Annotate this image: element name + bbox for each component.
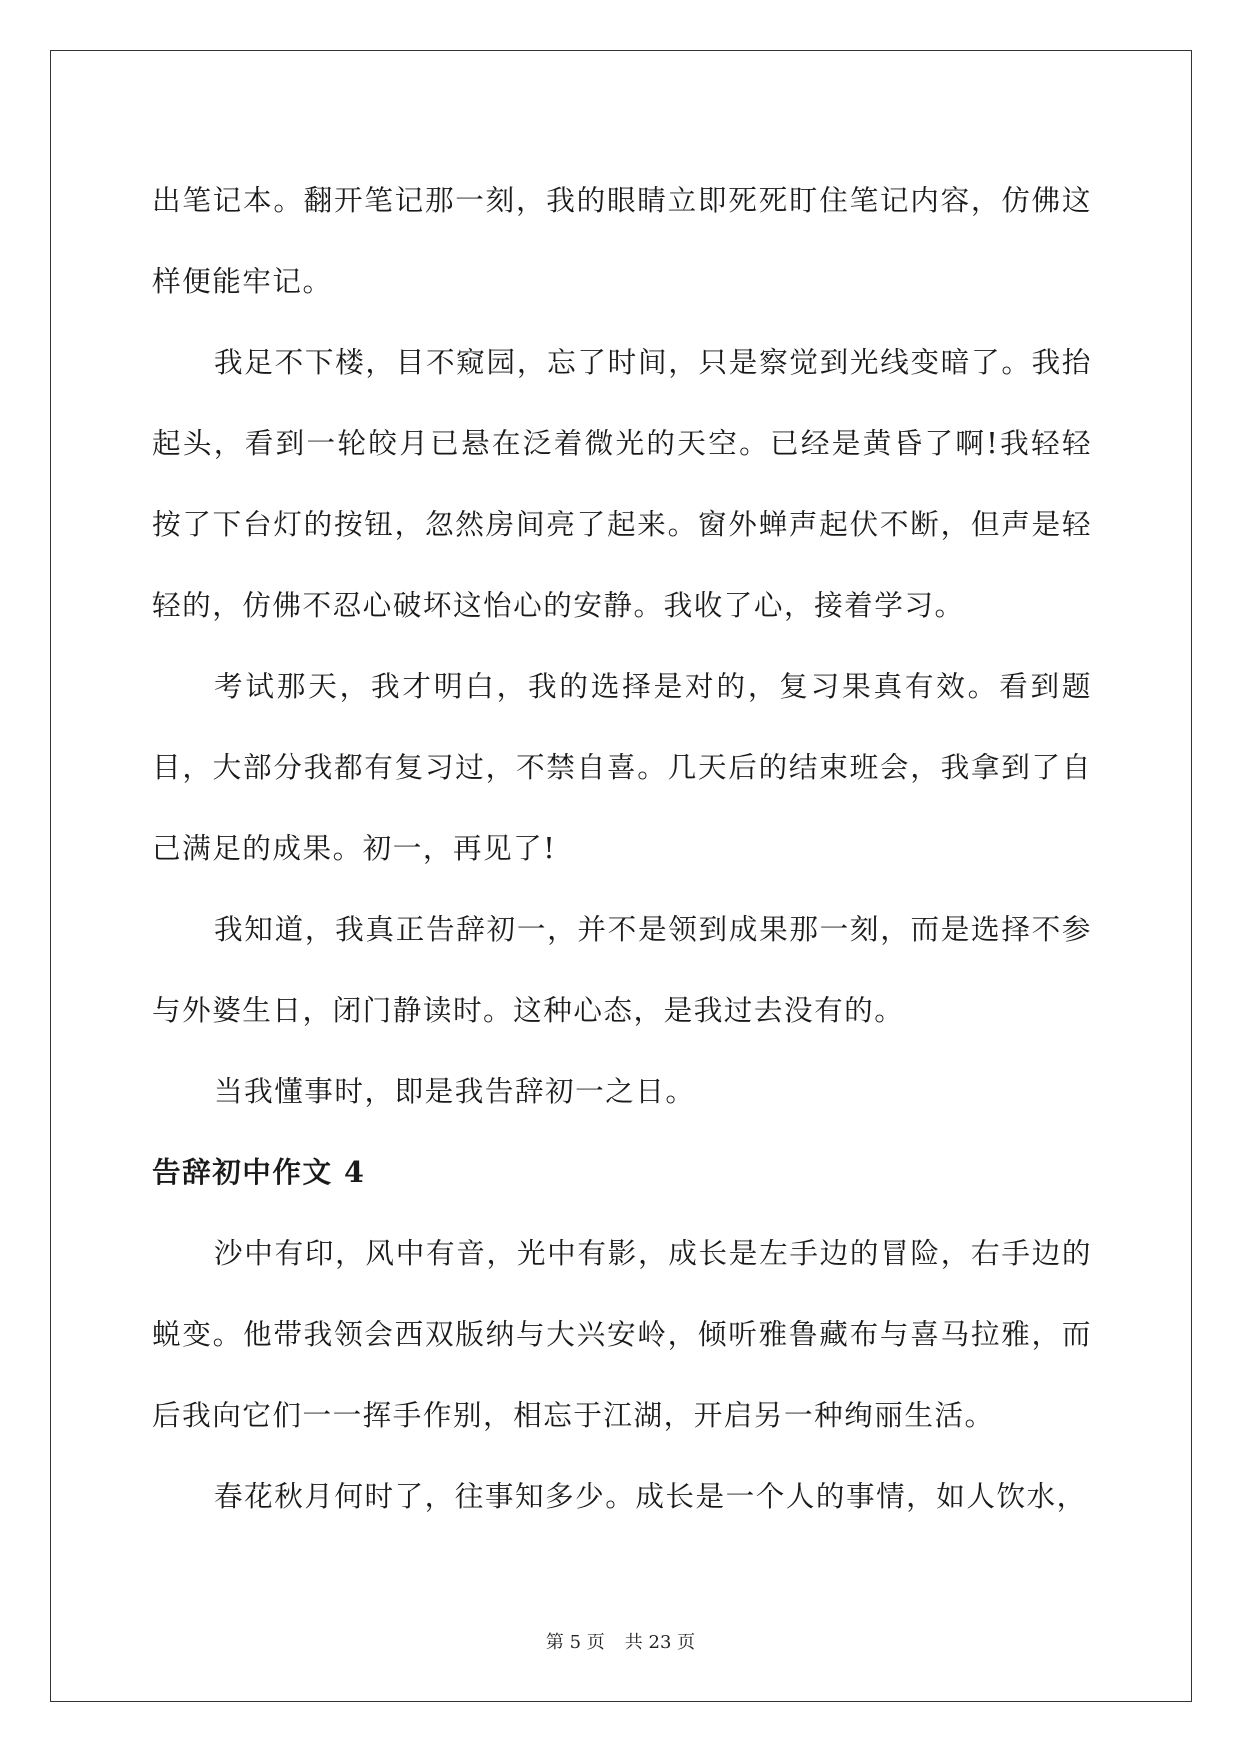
paragraph-4: 我知道，我真正告辞初一，并不是领到成果那一刻，而是选择不参与外婆生日，闭门静读时。这种心态，是我过去没有的。 [152, 912, 1092, 1027]
page-total: 共 23 页 [624, 1632, 696, 1653]
paragraph-3: 考试那天，我才明白，我的选择是对的，复习果真有效。看到题目，大部分我都有复习过，不禁自喜。几天后的结束班会，我拿到了自己满足的成果。初一，再见了! [152, 669, 1092, 865]
section-heading: 告辞初中作文 4 [152, 1155, 366, 1189]
paragraph-2: 我足不下楼，目不窥园，忘了时间，只是察觉到光线变暗了。我抬起头，看到一轮皎月已悬在泛着微光的天空。已经是黄昏了啊!我轻轻按了下台灯的按钮，忽然房间亮了起来。窗外蝉声起伏不断，但声是轻轻的，仿佛不忍心破坏这怡心的安静。我收了心，接着学习。 [152, 345, 1092, 622]
section-paragraph-2: 春花秋月何时了，往事知多少。成长是一个人的事情，如人饮水， [214, 1479, 1087, 1513]
page-number: 第 5 页 [545, 1632, 605, 1653]
document-body [152, 160, 1092, 1537]
section-paragraph-1: 沙中有印，风中有音，光中有影，成长是左手边的冒险，右手边的蜕变。他带我领会西双版纳与大兴安岭，倾听雅鲁藏布与喜马拉雅，而后我向它们一一挥手作别，相忘于江湖，开启另一种绚丽生活。 [152, 1236, 1092, 1432]
paragraph-1: 出笔记本。翻开笔记那一刻，我的眼睛立即死死盯住笔记内容，仿佛这样便能牢记。 [152, 183, 1092, 298]
page-footer [0, 1628, 1241, 1654]
paragraph-5: 当我懂事时，即是我告辞初一之日。 [214, 1074, 696, 1108]
